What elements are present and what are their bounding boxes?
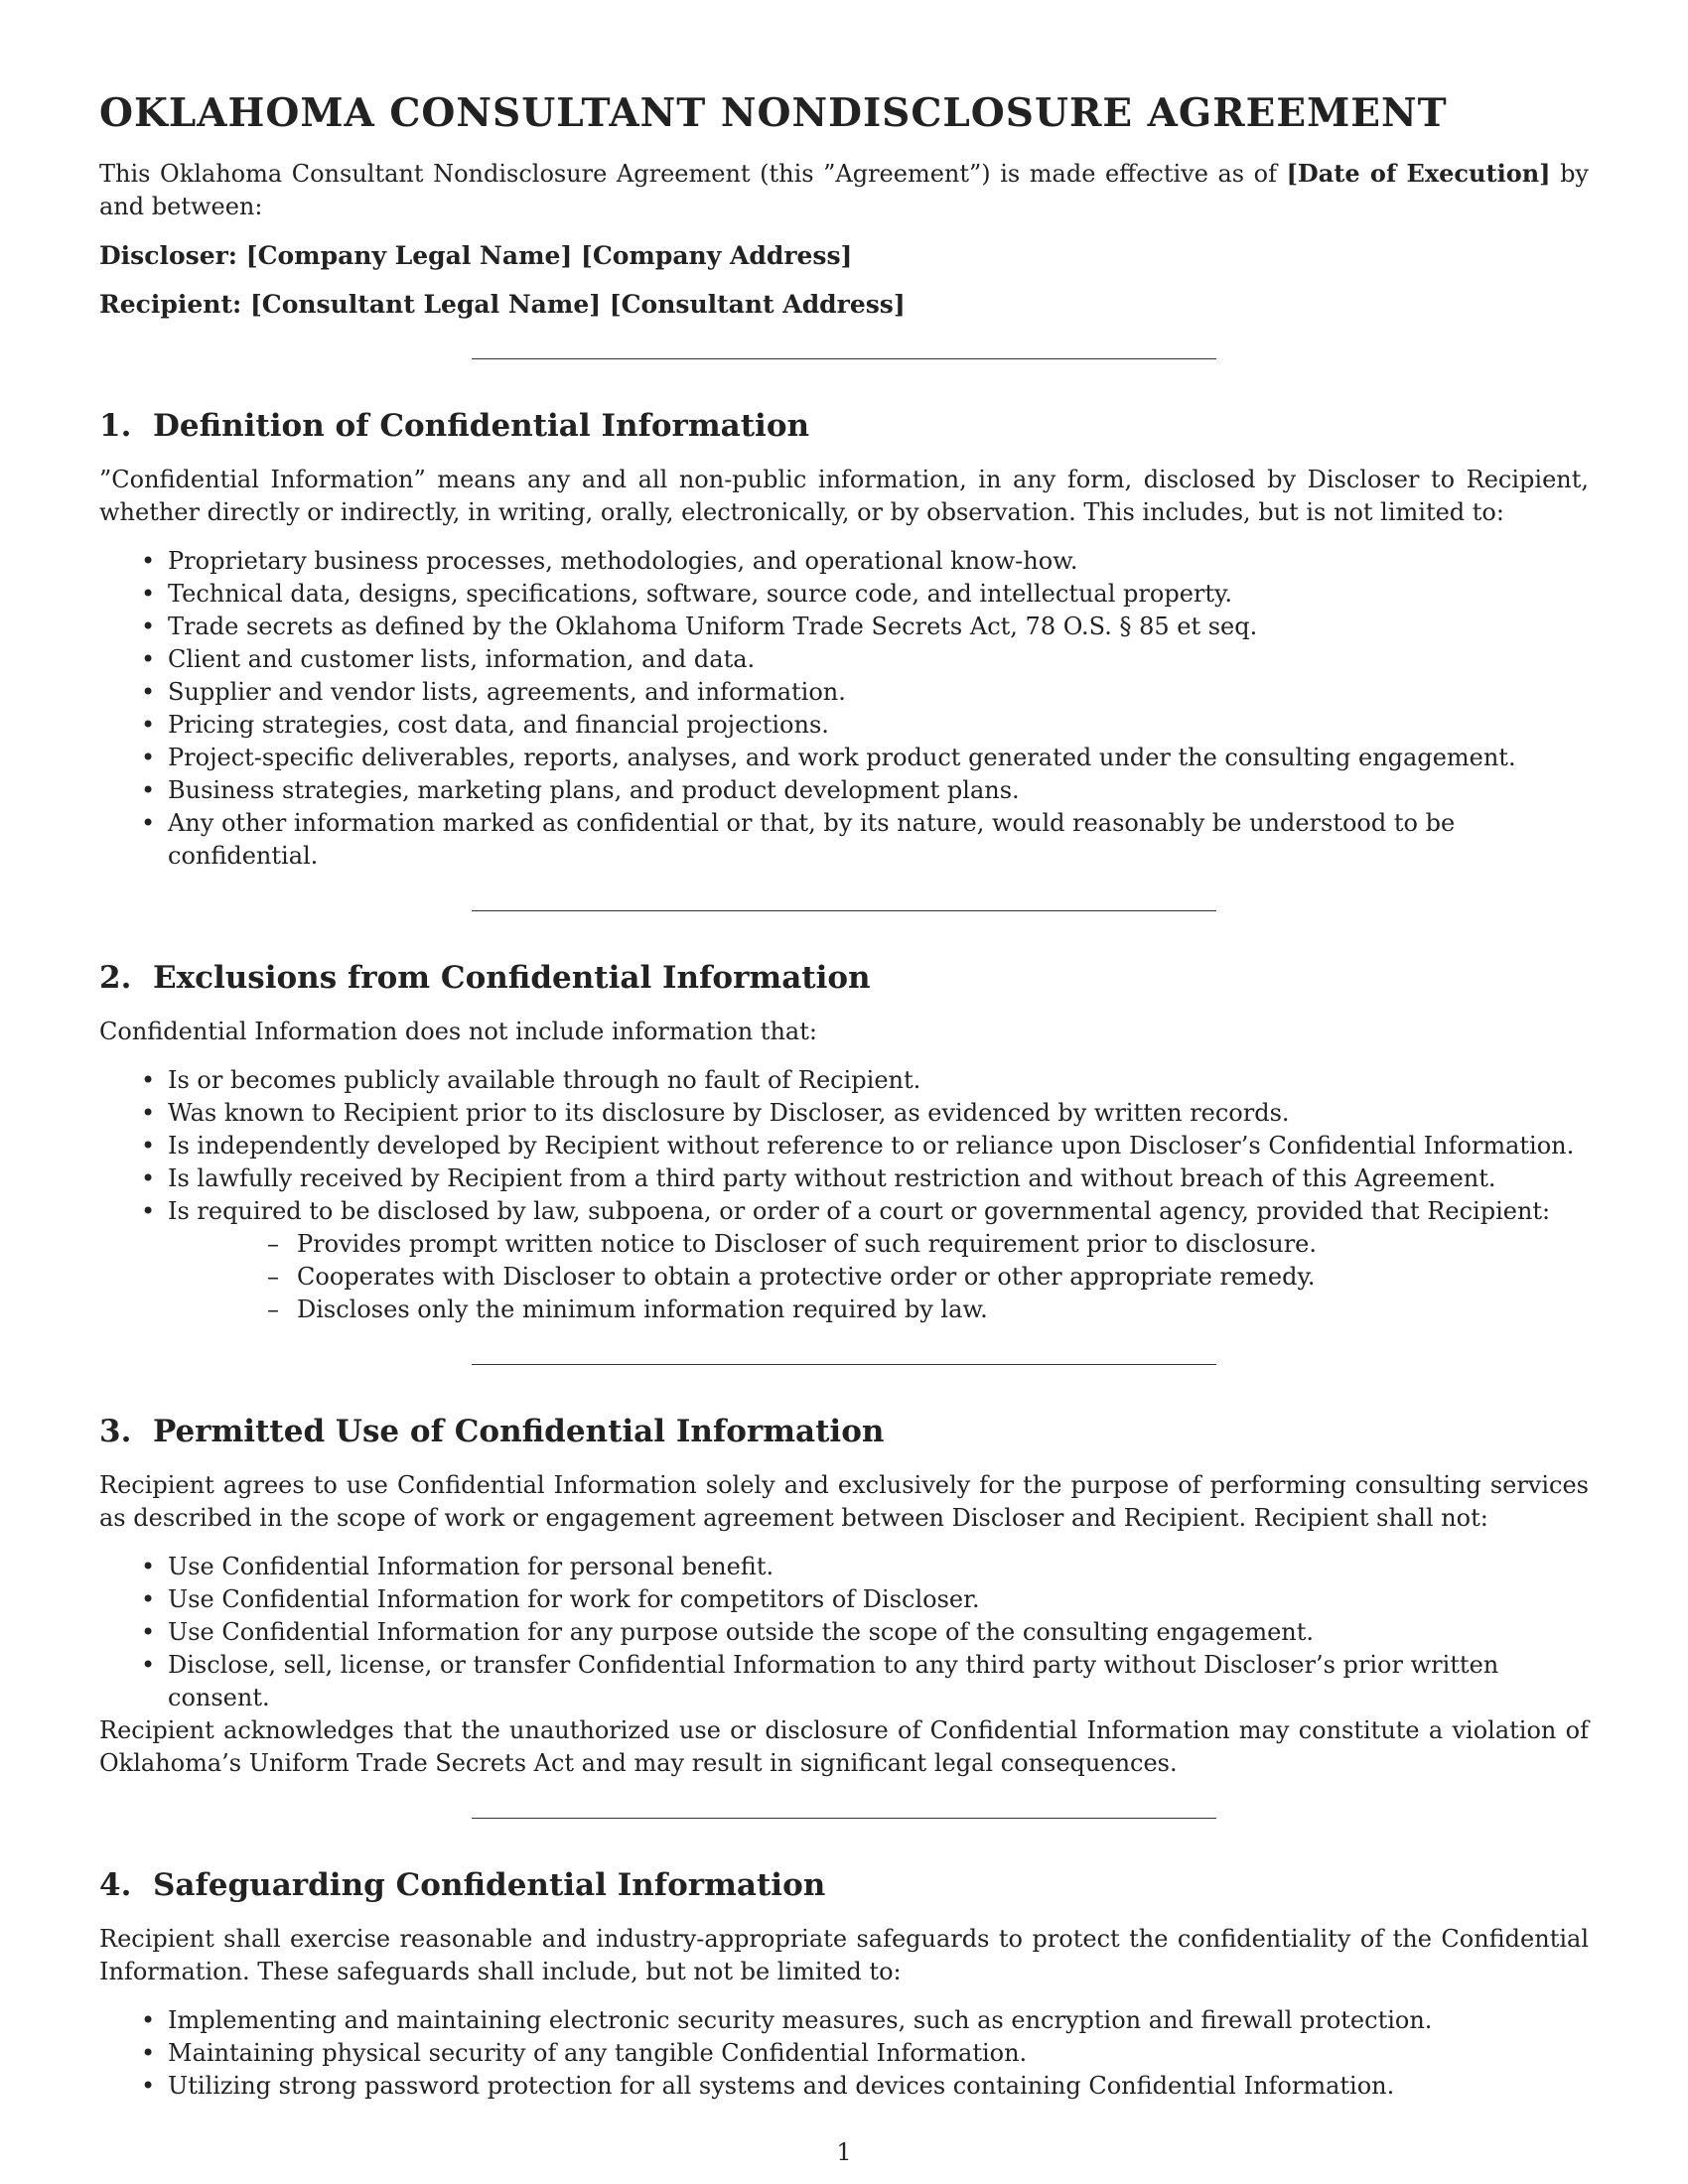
list-item-text: Is or becomes publicly available through no fault of Recipient. (168, 1066, 921, 1094)
sub-list-item: – Cooperates with Discloser to obtain a protective order or other appropriate remedy. (267, 1263, 1316, 1291)
discloser-name: [Company Legal Name] (245, 241, 573, 270)
list-item: • Trade secrets as defined by the Oklahoma Uniform Trade Secrets Act, 78 O.S. § 85 et seq. (141, 613, 1258, 640)
sub-list-item-text: Discloses only the minimum information required by law. (297, 1296, 988, 1323)
list-item: • Utilizing strong password protection for all systems and devices containing Confidential Information. (141, 2072, 1395, 2100)
section-title: Permitted Use of Confidential Information (152, 1414, 885, 1449)
document-title: OKLAHOMA CONSULTANT NONDISCLOSURE AGREEMENT (99, 90, 1448, 136)
date-placeholder: [Date of Execution] (1286, 159, 1551, 188)
discloser-line (99, 239, 1589, 272)
list-item: • Use Confidential Information for personal benefit. (141, 1553, 774, 1580)
recipient-address: [Consultant Address] (609, 290, 906, 319)
bullet-list (99, 1551, 1589, 1714)
section-number: 2. (99, 960, 132, 996)
sub-list-item-text: Provides prompt written notice to Discloser of such requirement prior to disclosure. (297, 1230, 1317, 1258)
section-paragraph: ”Confidential Information” means any and all non-public information, in any form, disclosed by Discloser to Recipient, whether directly or indirectly, in writing, orally, electronically, or by observation. This includes, but is not limited to: (99, 466, 1589, 526)
list-item: • Is or becomes publicly available through no fault of Recipient. (141, 1066, 921, 1094)
divider (472, 1818, 1216, 1819)
list-item: • Is required to be disclosed by law, subpoena, or order of a court or governmental agency, provided that Recipient: – Provides prompt written notice to Discloser of such requirement prior to disclosure. – Cooperates with Discloser to obtain a protective order or other appropriate remedy. – Discloses only the minimum information required by law. (99, 1195, 1589, 1326)
section-paragraph: Recipient shall exercise reasonable and industry-appropriate safeguards to protect the confidentiality of the Confidential Information. These safeguards shall include, but not be limited to: (99, 1925, 1589, 1985)
list-item-text: Any other information marked as confidential or that, by its nature, would reasonably be understood to be confidential. (168, 809, 1456, 870)
page-number: 1 (836, 2138, 852, 2166)
list-item-text: Supplier and vendor lists, agreements, and information. (168, 678, 846, 706)
list-item-text: Is independently developed by Recipient without reference to or reliance upon Discloser’s Confidential Information. (168, 1132, 1575, 1160)
document-page (99, 87, 1589, 2103)
list-item-text: Utilizing strong password protection for all systems and devices containing Confidential Information. (168, 2072, 1395, 2100)
list-item: • Proprietary business processes, methodologies, and operational know-how. (141, 547, 1078, 575)
intro-text-before: This Oklahoma Consultant Nondisclosure Agreement (this ”Agreement”) is made effective as of (99, 160, 1287, 188)
list-item-text: Project-specific deliverables, reports, analyses, and work product generated under the consulting engagement. (168, 744, 1516, 771)
recipient-line (99, 288, 1589, 321)
discloser-label: Discloser: (99, 241, 238, 270)
list-item-text: Is lawfully received by Recipient from a third party without restriction and without breach of this Agreement. (168, 1164, 1496, 1192)
section-closing-paragraph: Recipient acknowledges that the unauthorized use or disclosure of Confidential Information may constitute a violation of Oklahoma’s Uniform Trade Secrets Act and may result in significant legal consequences. (99, 1716, 1589, 1777)
list-item-text: Client and customer lists, information, and data. (168, 645, 756, 673)
intro-paragraph (99, 157, 1589, 223)
section-heading (99, 1412, 1589, 1451)
list-item: • Is lawfully received by Recipient from a third party without restriction and without breach of this Agreement. (141, 1164, 1496, 1192)
sub-list (168, 1228, 1589, 1326)
section-title: Exclusions from Confidential Information (152, 960, 871, 996)
list-item: • Maintaining physical security of any tangible Confidential Information. (141, 2039, 1028, 2067)
recipient-name: [Consultant Legal Name] (249, 290, 602, 319)
bullet-list (99, 2004, 1589, 2103)
section-paragraph: Recipient agrees to use Confidential Information solely and exclusively for the purpose of performing consulting services as described in the scope of work or engagement agreement between Discloser and Recipient. Recipient shall not: (99, 1471, 1589, 1532)
list-item: • Project-specific deliverables, reports, analyses, and work product generated under the consulting engagement. (141, 744, 1516, 771)
list-item: • Is independently developed by Recipient without reference to or reliance upon Discloser’s Confidential Information. (141, 1132, 1575, 1160)
list-item-text: Is required to be disclosed by law, subpoena, or order of a court or governmental agency, provided that Recipient: (168, 1197, 1551, 1225)
list-item-text: Pricing strategies, cost data, and financial projections. (168, 711, 829, 739)
bullet-list (99, 545, 1589, 873)
recipient-label: Recipient: (99, 290, 242, 319)
section-title: Safeguarding Confidential Information (152, 1867, 826, 1903)
section-number: 1. (99, 408, 132, 444)
list-item-text: Implementing and maintaining electronic security measures, such as encryption and firewall protection. (168, 2006, 1433, 2034)
list-item: • Any other information marked as confidential or that, by its nature, would reasonably be understood to be confidential. (141, 809, 1456, 870)
list-item: • Supplier and vendor lists, agreements, and information. (141, 678, 846, 706)
list-item: • Was known to Recipient prior to its disclosure by Discloser, as evidenced by written records. (141, 1099, 1290, 1127)
list-item-text: Disclose, sell, license, or transfer Confidential Information to any third party without Discloser’s prior written consent. (168, 1651, 1499, 1711)
discloser-address: [Company Address] (581, 241, 853, 270)
list-item: • Use Confidential Information for work for competitors of Discloser. (141, 1585, 980, 1613)
divider (472, 358, 1216, 359)
intro-text-after: by and between: (99, 160, 1589, 220)
sub-list-item: – Discloses only the minimum information required by law. (267, 1296, 988, 1323)
section-title: Definition of Confidential Information (152, 408, 810, 444)
list-item: • Pricing strategies, cost data, and financial projections. (141, 711, 829, 739)
list-item: • Technical data, designs, specifications, software, source code, and intellectual property. (141, 580, 1233, 608)
list-item-text: Use Confidential Information for work for competitors of Discloser. (168, 1585, 980, 1613)
list-item-text: Use Confidential Information for any purpose outside the scope of the consulting engagement. (168, 1618, 1315, 1646)
list-item: • Client and customer lists, information, and data. (141, 645, 756, 673)
list-item: • Use Confidential Information for any purpose outside the scope of the consulting engagement. (141, 1618, 1315, 1646)
section-paragraph: Confidential Information does not include information that: (99, 1018, 817, 1045)
list-item-text: Technical data, designs, specifications, software, source code, and intellectual property. (168, 580, 1233, 608)
divider (472, 910, 1216, 911)
list-item-text: Trade secrets as defined by the Oklahoma Uniform Trade Secrets Act, 78 O.S. § 85 et seq. (168, 613, 1258, 640)
sub-list-item: – Provides prompt written notice to Discloser of such requirement prior to disclosure. (267, 1230, 1317, 1258)
section-number: 4. (99, 1867, 132, 1903)
section-heading (99, 406, 1589, 446)
divider (472, 1364, 1216, 1365)
list-item-text: Proprietary business processes, methodologies, and operational know-how. (168, 547, 1078, 575)
list-item-text: Business strategies, marketing plans, and product development plans. (168, 776, 1020, 804)
sub-list-item-text: Cooperates with Discloser to obtain a protective order or other appropriate remedy. (297, 1263, 1316, 1291)
list-item: • Implementing and maintaining electronic security measures, such as encryption and firewall protection. (141, 2006, 1433, 2034)
section-heading (99, 958, 1589, 998)
list-item: • Business strategies, marketing plans, and product development plans. (141, 776, 1020, 804)
list-item: • Disclose, sell, license, or transfer Confidential Information to any third party without Discloser’s prior written consent. (141, 1651, 1499, 1711)
section-heading (99, 1865, 1589, 1905)
section-number: 3. (99, 1414, 132, 1449)
list-item-text: Maintaining physical security of any tangible Confidential Information. (168, 2039, 1028, 2067)
list-item-text: Was known to Recipient prior to its disclosure by Discloser, as evidenced by written records. (168, 1099, 1290, 1127)
bullet-list (99, 1064, 1589, 1326)
list-item-text: Use Confidential Information for personal benefit. (168, 1553, 774, 1580)
